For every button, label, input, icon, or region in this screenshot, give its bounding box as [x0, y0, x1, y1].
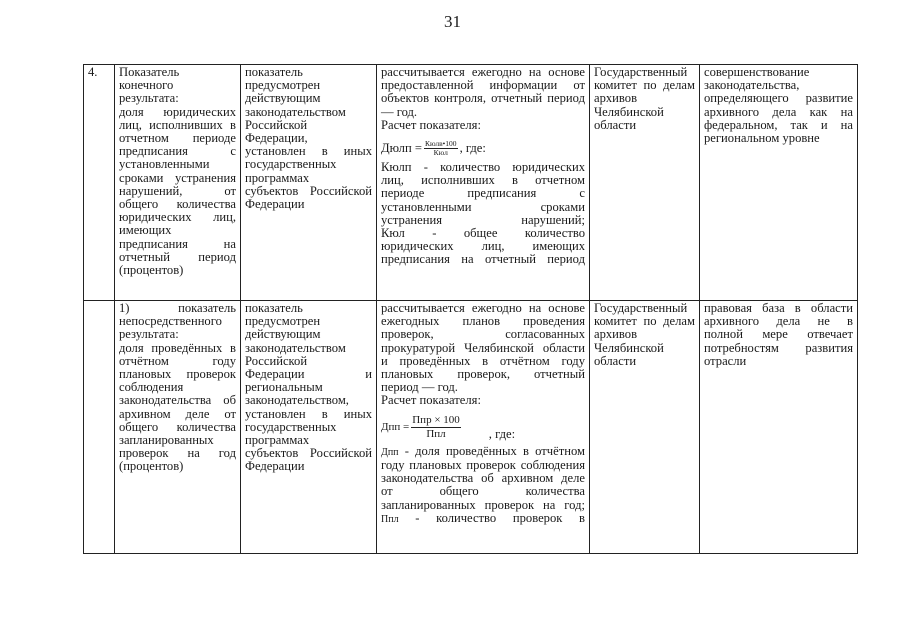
text-line: соблюдения	[119, 380, 184, 395]
text-line: предоставленной информации от	[381, 78, 585, 93]
text-line: установлен в иных	[245, 144, 372, 159]
text-line: объектов контроля, отчетный период	[381, 91, 585, 106]
text-line: 1) показатель	[119, 301, 236, 315]
text-line: Кюлп - количество юридических	[381, 160, 585, 175]
formula-block	[381, 414, 585, 441]
text-line: законодательством,	[245, 393, 349, 408]
text-line: конечного	[119, 78, 174, 93]
text-line: предписания на	[119, 236, 236, 251]
text-line: от общего количества	[381, 484, 585, 499]
text-line: рассчитывается ежегодно на основе	[381, 301, 585, 315]
text-line: сроками устранения	[119, 170, 236, 185]
formula-tail: , где:	[459, 140, 486, 155]
text-line: установлен в иных	[245, 406, 372, 421]
text-line: Федерации	[245, 459, 305, 474]
goal-cell	[700, 65, 858, 301]
text-line: региональном уровне	[704, 131, 820, 146]
table-row	[84, 65, 858, 301]
text-line: доля проведённых в	[119, 340, 236, 355]
text-line: имеющих	[119, 223, 172, 238]
text-line: плановых проверок, отчетный	[381, 367, 585, 382]
text-line: общего количества	[119, 419, 236, 434]
text-line: субъектов Российской	[245, 183, 372, 198]
formula-denominator: Кюл	[433, 148, 448, 158]
formula-variable: Ппл	[381, 513, 399, 525]
definition-text: - доля проведённых в отчётном	[398, 443, 585, 458]
text-line: проверок, согласованных	[381, 327, 585, 342]
text-line: — год.	[381, 104, 418, 119]
text-line: законодательством	[245, 340, 346, 355]
row-number	[84, 301, 115, 554]
method-definitions	[381, 445, 585, 526]
text-line: установленными	[119, 157, 210, 172]
text-line: федеральном, так и на	[704, 117, 853, 132]
text-line: предписания на отчетный период	[381, 252, 585, 267]
text-line: потребностям развития	[704, 340, 853, 355]
text-line: Федерации и	[245, 367, 372, 382]
formula-block	[381, 140, 585, 157]
text-line: полной мере отвечает	[704, 327, 853, 342]
text-line: законодательства,	[704, 78, 800, 93]
text-line	[381, 445, 585, 459]
text-line: Российской	[245, 117, 308, 132]
text-line: проверок на год	[119, 446, 236, 461]
definition-text: - количество проверок в	[398, 510, 585, 525]
basis-cell	[241, 65, 377, 301]
text-line: региональным	[245, 380, 323, 395]
text-line: показатель	[245, 301, 303, 315]
text-line: (процентов)	[119, 263, 184, 278]
text-line: устранения нарушений;	[381, 212, 585, 227]
goal-cell	[700, 301, 858, 554]
page-number: 31	[444, 12, 461, 31]
method-intro	[381, 302, 585, 408]
indicator-cell	[115, 301, 241, 554]
formula-numerator: Кюлв•100	[424, 139, 457, 149]
text-line: лиц, исполнивших в отчетном	[381, 173, 585, 188]
text-line: отчетный период	[119, 249, 236, 264]
text-line: лиц, исполнивших в	[119, 117, 236, 132]
text-line: запланированных	[119, 433, 214, 448]
text-line: периоде предписания с	[381, 186, 585, 201]
method-cell	[377, 301, 590, 554]
text-line: юридических лиц, имеющих	[381, 239, 585, 254]
text-line: установленными сроками	[381, 199, 585, 214]
formula-numerator: Ппр × 100	[412, 413, 460, 426]
text-line: программах	[245, 433, 310, 448]
text-line: Государственный	[594, 301, 688, 315]
text-line: плановых проверок	[119, 367, 236, 382]
text-line: Федерации	[245, 197, 305, 212]
text-line: совершенствование	[704, 65, 810, 79]
text-line: Российской	[245, 353, 308, 368]
text-line: общего количества	[119, 197, 236, 212]
method-cell	[377, 65, 590, 301]
text-line: отчётном году	[119, 353, 236, 368]
text-line: результата:	[119, 327, 179, 342]
text-line: Челябинской	[594, 104, 664, 119]
text-line: архивов	[594, 91, 638, 106]
formula-lhs: Дпп =	[381, 420, 410, 433]
text-line: области	[594, 117, 637, 132]
text-line: ежегодных планов проведения	[381, 314, 585, 329]
text-line: доля юридических	[119, 104, 236, 119]
text-line: рассчитывается ежегодно на основе	[381, 65, 585, 79]
text-line: Федерации,	[245, 131, 308, 146]
formula-tail: , где:	[488, 426, 516, 441]
text-line: запланированных проверок на год;	[381, 497, 585, 512]
text-line: предусмотрен	[245, 78, 321, 93]
text-line: Расчет показателя:	[381, 393, 481, 408]
text-line: действующим	[245, 327, 321, 342]
formula-lhs: Дюлп =	[381, 140, 422, 155]
text-line: (процентов)	[119, 459, 184, 474]
text-line: области	[594, 353, 637, 368]
formula-fraction	[411, 414, 461, 441]
indicator-cell	[115, 65, 241, 301]
method-intro	[381, 66, 585, 132]
text-line: архивов	[594, 327, 638, 342]
formula-fraction	[424, 140, 458, 157]
text-line: Кюл - общее количество	[381, 226, 585, 241]
text-line: комитет по делам	[594, 314, 695, 329]
text-line	[381, 512, 585, 526]
basis-cell	[241, 301, 377, 554]
text-line: Государственный	[594, 65, 688, 79]
text-line: архивного дела как на	[704, 104, 853, 119]
text-line: отрасли	[704, 353, 747, 368]
text-line: результата:	[119, 91, 179, 106]
text-line: отчетном периоде	[119, 131, 236, 146]
text-line: и проведённых в отчётном году	[381, 353, 585, 368]
text-line: юридических лиц,	[119, 210, 236, 225]
table-row	[84, 301, 858, 554]
text-line: показатель	[245, 65, 303, 79]
text-line: законодательства об	[119, 393, 236, 408]
text-line: комитет по делам	[594, 78, 695, 93]
text-line: году плановых проверок соблюдения	[381, 458, 585, 473]
text-line: прокуратурой Челябинской области	[381, 340, 585, 355]
text-line: государственных	[245, 419, 337, 434]
indicators-table	[83, 64, 858, 554]
text-line: программах	[245, 170, 310, 185]
text-line: определяющего развитие	[704, 91, 853, 106]
row-number: 4.	[84, 65, 115, 301]
text-line: субъектов Российской	[245, 446, 372, 461]
text-line: нарушений, от	[119, 183, 236, 198]
responsible-cell	[590, 65, 700, 301]
method-definitions	[381, 161, 585, 267]
text-line: Показатель	[119, 65, 180, 79]
formula-variable: Дпп	[381, 446, 399, 458]
text-line: Расчет показателя:	[381, 117, 481, 132]
text-line: архивном деле от	[119, 406, 236, 421]
text-line: государственных	[245, 157, 337, 172]
text-line: законодательством	[245, 104, 346, 119]
text-line: законодательства об архивном деле	[381, 471, 585, 486]
responsible-cell	[590, 301, 700, 554]
text-line: архивного дела не в	[704, 314, 853, 329]
text-line: предписания с	[119, 144, 236, 159]
text-line: правовая база в области	[704, 301, 853, 315]
formula-denominator: Ппл	[426, 427, 446, 440]
text-line: период — год.	[381, 380, 458, 395]
text-line: действующим	[245, 91, 321, 106]
text-line: предусмотрен	[245, 314, 321, 329]
text-line: Челябинской	[594, 340, 664, 355]
text-line: непосредственного	[119, 314, 222, 329]
